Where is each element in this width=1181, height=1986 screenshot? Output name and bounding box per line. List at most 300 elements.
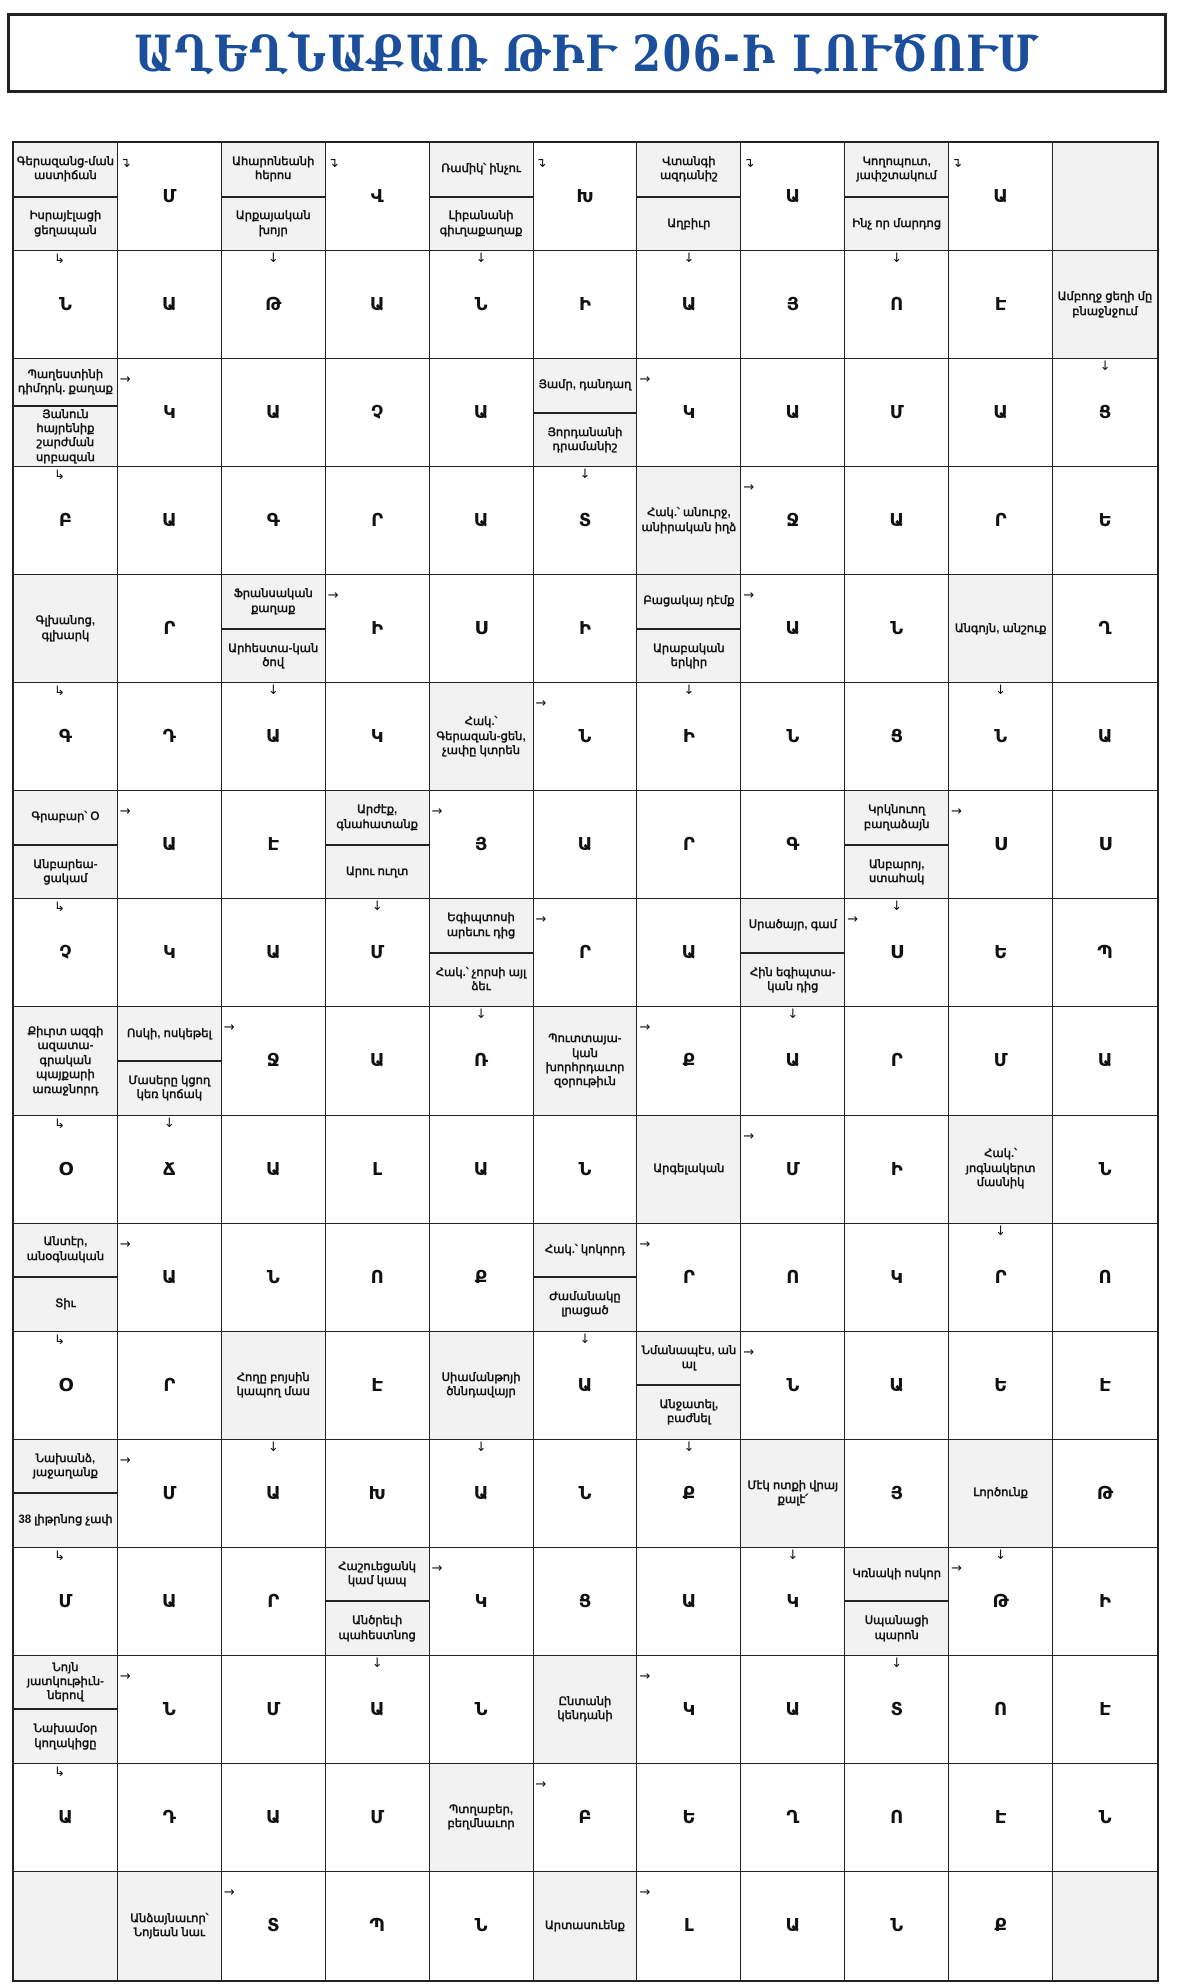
letter-cell[interactable] (222, 467, 326, 575)
letter-cell[interactable] (222, 1656, 326, 1764)
answer-letter: Ն (890, 618, 904, 640)
letter-cell[interactable] (534, 683, 638, 791)
clue-cell (14, 791, 118, 899)
letter-cell[interactable] (637, 791, 741, 899)
letter-cell[interactable] (118, 1548, 222, 1656)
letter-cell[interactable] (637, 1764, 741, 1872)
arrow-right-icon: → (327, 588, 339, 604)
letter-cell[interactable] (326, 1332, 430, 1440)
answer-letter: Է (1099, 1698, 1111, 1720)
letter-cell[interactable] (118, 791, 222, 899)
letter-cell[interactable] (741, 251, 845, 359)
answer-letter: Ն (1098, 1806, 1112, 1828)
clue-text: Յամր, դանդաղ (538, 379, 632, 392)
letter-cell[interactable] (430, 251, 534, 359)
letter-cell[interactable] (222, 1007, 326, 1115)
letter-cell[interactable] (534, 575, 638, 683)
letter-cell[interactable] (637, 683, 741, 791)
answer-letter: Ր (682, 1266, 695, 1288)
answer-letter: Ո (786, 1266, 800, 1288)
page-title: ԱՂԵՂՆԱՔԱՌ ԹԻՒ 206-Ի ԼՈՒԾՈՒՄ (134, 23, 1040, 83)
letter-cell[interactable] (430, 791, 534, 899)
arrow-bend-right-icon: ↳ (54, 1332, 65, 1348)
clue-cell (741, 1440, 845, 1548)
clue-text: Կողոպուտ, յափշտակում (856, 155, 937, 183)
arrow-down-icon: ↓ (371, 899, 383, 915)
letter-cell[interactable] (1053, 1548, 1157, 1656)
letter-cell[interactable] (1053, 791, 1157, 899)
answer-letter: Ն (578, 1158, 592, 1180)
arrow-down-icon: ↓ (683, 683, 695, 699)
letter-cell[interactable] (949, 791, 1053, 899)
letter-cell[interactable] (534, 143, 638, 251)
letter-cell[interactable] (326, 1872, 430, 1980)
letter-cell[interactable] (118, 467, 222, 575)
answer-letter: Ա (785, 618, 801, 640)
letter-cell[interactable] (845, 251, 949, 359)
letter-cell[interactable] (118, 575, 222, 683)
arrow-right-icon: → (535, 696, 547, 712)
answer-letter: Ա (265, 942, 281, 964)
letter-cell[interactable] (326, 467, 430, 575)
arrow-right-icon: → (119, 804, 131, 820)
letter-cell[interactable] (949, 359, 1053, 467)
blank-cell (1053, 1872, 1157, 1980)
letter-cell[interactable] (534, 1332, 638, 1440)
letter-cell[interactable] (845, 467, 949, 575)
clue-cell (14, 143, 118, 251)
answer-letter: Է (994, 294, 1007, 316)
letter-cell[interactable] (845, 1440, 949, 1548)
letter-cell[interactable] (222, 1224, 326, 1332)
letter-cell[interactable] (741, 1548, 845, 1656)
clue-text: Բացակայ դէմք (643, 595, 735, 608)
letter-cell[interactable] (637, 251, 741, 359)
arrow-bend-down-icon: ↴ (743, 156, 755, 171)
letter-cell[interactable] (430, 1116, 534, 1224)
letter-cell[interactable] (118, 1116, 222, 1224)
letter-cell[interactable] (430, 467, 534, 575)
clue-text: Մասերը կցող կեռ կոճակ (118, 1060, 221, 1115)
letter-cell[interactable] (118, 1440, 222, 1548)
letter-cell[interactable] (430, 1548, 534, 1656)
letter-cell[interactable] (326, 359, 430, 467)
letter-cell[interactable] (637, 899, 741, 1007)
letter-cell[interactable] (326, 899, 430, 1007)
clue-text: Տիւ (14, 1276, 117, 1331)
clue-text: Արու ուղտ (326, 844, 429, 899)
letter-cell[interactable] (534, 1440, 638, 1548)
letter-cell[interactable] (222, 1116, 326, 1224)
answer-letter: Է (994, 1806, 1007, 1828)
clue-text: Մէկ ոտքի վրայ քալէ՛ (747, 1479, 839, 1507)
arrow-right-icon: → (951, 1560, 963, 1576)
clue-cell (637, 575, 741, 683)
letter-cell[interactable] (845, 1656, 949, 1764)
answer-letter: Ր (994, 1266, 1007, 1288)
letter-cell[interactable] (845, 1764, 949, 1872)
letter-cell[interactable] (741, 1656, 845, 1764)
arrow-down-icon: ↓ (267, 683, 279, 699)
letter-cell[interactable] (949, 899, 1053, 1007)
clue-text: Անբարեա-ցակամ (14, 844, 117, 899)
letter-cell[interactable] (637, 359, 741, 467)
clue-text: Պուտտայա-կան խորհրդաւոր զօրութիւն (545, 1033, 625, 1089)
letter-cell[interactable] (222, 359, 326, 467)
arrow-down-icon: ↓ (995, 1223, 1007, 1239)
letter-cell[interactable] (326, 1224, 430, 1332)
answer-letter: Ա (1097, 1050, 1113, 1072)
letter-cell[interactable] (845, 1332, 949, 1440)
letter-cell[interactable] (741, 467, 845, 575)
letter-cell[interactable] (949, 1224, 1053, 1332)
answer-letter: Ր (267, 1590, 280, 1612)
letter-cell[interactable] (845, 1116, 949, 1224)
arrow-bend-down-icon: ↴ (119, 156, 131, 171)
letter-cell[interactable] (741, 791, 845, 899)
answer-letter: Բ (578, 1806, 592, 1828)
answer-letter: Ղ (1098, 618, 1112, 640)
letter-cell[interactable] (949, 1872, 1053, 1980)
clue-text: Նմանապէս, ան ալ (641, 1344, 737, 1371)
letter-cell[interactable] (430, 1656, 534, 1764)
letter-cell[interactable] (326, 1116, 430, 1224)
letter-cell[interactable] (637, 1007, 741, 1115)
arrow-bend-right-icon: ↳ (54, 900, 65, 916)
letter-cell[interactable] (14, 899, 118, 1007)
clue-text: Յորդանանի դրամանիշ (534, 412, 637, 467)
letter-cell[interactable] (741, 1872, 845, 1980)
arrow-right-icon: → (743, 588, 755, 604)
clue-cell (326, 791, 430, 899)
letter-cell[interactable] (534, 1548, 638, 1656)
answer-letter: Ա (681, 294, 697, 316)
answer-letter: Ո (1098, 1266, 1112, 1288)
answer-letter: Յ (890, 1482, 903, 1504)
letter-cell[interactable] (1053, 1764, 1157, 1872)
clue-cell (14, 1656, 118, 1764)
answer-letter: Տ (890, 1698, 903, 1720)
answer-letter: Ն (786, 726, 800, 748)
answer-letter: Ի (682, 726, 695, 748)
answer-letter: Ի (1099, 1590, 1112, 1612)
letter-cell[interactable] (326, 1440, 430, 1548)
letter-cell[interactable] (637, 1548, 741, 1656)
arrow-down-icon: ↓ (891, 899, 903, 915)
answer-letter: Կ (786, 1590, 800, 1612)
answer-letter: Ն (474, 1915, 488, 1937)
letter-cell[interactable] (222, 1764, 326, 1872)
answer-letter: Ա (473, 1158, 489, 1180)
answer-letter: Ա (785, 402, 801, 424)
letter-cell[interactable] (741, 1116, 845, 1224)
title-banner (7, 13, 1167, 93)
letter-cell[interactable] (1053, 1656, 1157, 1764)
clue-text: Գերազանց-ման աստիճան (16, 155, 115, 183)
letter-cell[interactable] (949, 1332, 1053, 1440)
answer-letter: Ե (682, 1806, 696, 1828)
letter-cell[interactable] (949, 1548, 1053, 1656)
letter-cell[interactable] (949, 143, 1053, 251)
letter-cell[interactable] (637, 1656, 741, 1764)
letter-cell[interactable] (741, 1224, 845, 1332)
letter-cell[interactable] (430, 1224, 534, 1332)
answer-letter: Ք (474, 1266, 488, 1288)
letter-cell[interactable] (430, 1440, 534, 1548)
answer-letter: Դ (162, 726, 176, 748)
answer-letter: Ա (889, 510, 905, 532)
letter-cell[interactable] (1053, 467, 1157, 575)
arrow-right-icon: → (639, 372, 651, 388)
clue-text: Նախամօր կողակիցը (14, 1708, 117, 1763)
answer-letter: Դ (162, 1806, 176, 1828)
letter-cell[interactable] (430, 1872, 534, 1980)
clue-cell (637, 143, 741, 251)
arrow-down-icon: ↓ (163, 1115, 175, 1131)
letter-cell[interactable] (222, 899, 326, 1007)
clue-text: Արքայական խոյր (222, 196, 325, 251)
letter-cell[interactable] (1053, 1007, 1157, 1115)
letter-cell[interactable] (534, 1116, 638, 1224)
clue-text: Հողը բոյսին կապող մաս (236, 1371, 310, 1399)
letter-cell[interactable] (326, 251, 430, 359)
arrow-down-icon: ↓ (995, 683, 1007, 699)
answer-letter: Տ (578, 510, 592, 532)
letter-cell[interactable] (326, 1007, 430, 1115)
letter-cell[interactable] (14, 467, 118, 575)
answer-letter: Ց (578, 1590, 592, 1612)
clue-text: Անբարոյ, ստահակ (845, 844, 948, 899)
answer-letter: Ս (474, 618, 488, 640)
answer-letter: Ա (265, 402, 281, 424)
letter-cell[interactable] (1053, 899, 1157, 1007)
letter-cell[interactable] (430, 359, 534, 467)
letter-cell[interactable] (14, 251, 118, 359)
clue-text: Ինչ որ մարդոց (845, 196, 948, 251)
clue-text: Հաշուեցանկ կամ կապ (338, 1560, 417, 1588)
letter-cell[interactable] (222, 1548, 326, 1656)
letter-cell[interactable] (845, 359, 949, 467)
letter-cell[interactable] (118, 359, 222, 467)
arrow-right-icon: → (119, 1668, 131, 1684)
letter-cell[interactable] (14, 683, 118, 791)
arrow-down-icon: ↓ (683, 1439, 695, 1455)
answer-letter: Գ (786, 834, 800, 856)
letter-cell[interactable] (637, 1224, 741, 1332)
clue-text: Իսրայէլացի ցեղապան (14, 196, 117, 251)
clue-text: Հակ.՝ Գերազան-ցեն, չափը կտրեն (436, 716, 526, 757)
letter-cell[interactable] (741, 143, 845, 251)
arrow-bend-right-icon: ↳ (54, 252, 65, 268)
letter-cell[interactable] (222, 683, 326, 791)
letter-cell[interactable] (326, 575, 430, 683)
letter-cell[interactable] (118, 251, 222, 359)
letter-cell[interactable] (1053, 1440, 1157, 1548)
answer-letter: Ջ (266, 1050, 280, 1072)
letter-cell[interactable] (949, 251, 1053, 359)
clue-text: Ռամիկ՝ ինչու (441, 163, 521, 176)
clue-cell (118, 1007, 222, 1115)
letter-cell[interactable] (741, 575, 845, 683)
clue-text: Կռնակի ոսկոր (852, 1567, 942, 1580)
letter-cell[interactable] (949, 1656, 1053, 1764)
clue-cell (326, 1548, 430, 1656)
clue-text: Ժամանակը լրացած (534, 1276, 637, 1331)
answer-letter: Ի (579, 294, 591, 316)
answer-letter: Ր (682, 834, 695, 856)
answer-letter: Ր (163, 1374, 176, 1396)
arrow-right-icon: → (639, 1236, 651, 1252)
answer-letter: Ե (994, 942, 1008, 964)
arrow-down-icon: ↓ (683, 251, 695, 267)
answer-letter: Ե (994, 1374, 1008, 1396)
arrow-down-icon: ↓ (267, 251, 279, 267)
letter-cell[interactable] (430, 1007, 534, 1115)
letter-cell[interactable] (222, 1872, 326, 1980)
clue-cell (430, 1332, 534, 1440)
answer-letter: Մ (785, 1158, 800, 1180)
letter-cell[interactable] (845, 1872, 949, 1980)
letter-cell[interactable] (949, 1007, 1053, 1115)
answer-letter: Է (371, 1374, 384, 1396)
answer-letter: Ա (473, 402, 489, 424)
answer-letter: Կ (682, 1698, 696, 1720)
letter-cell[interactable] (326, 1656, 430, 1764)
letter-cell[interactable] (14, 1548, 118, 1656)
letter-cell[interactable] (741, 1332, 845, 1440)
letter-cell[interactable] (222, 251, 326, 359)
answer-letter: Օ (58, 1374, 73, 1396)
letter-cell[interactable] (222, 1440, 326, 1548)
letter-cell[interactable] (118, 1224, 222, 1332)
answer-letter: Վ (370, 186, 384, 208)
clue-cell (845, 143, 949, 251)
letter-cell[interactable] (534, 899, 638, 1007)
letter-cell[interactable] (845, 1007, 949, 1115)
answer-letter: Կ (162, 942, 176, 964)
letter-cell[interactable] (118, 899, 222, 1007)
letter-cell[interactable] (534, 251, 638, 359)
letter-cell[interactable] (222, 791, 326, 899)
letter-cell[interactable] (1053, 1332, 1157, 1440)
answer-letter: Ք (682, 1482, 696, 1504)
arrow-bend-right-icon: ↳ (54, 1116, 65, 1132)
letter-cell[interactable] (118, 1332, 222, 1440)
letter-cell[interactable] (118, 683, 222, 791)
arrow-right-icon: → (639, 1668, 651, 1684)
answer-letter: Ք (994, 1915, 1007, 1937)
answer-letter: Տ (267, 1915, 280, 1937)
letter-cell[interactable] (118, 1656, 222, 1764)
answer-letter: Ա (577, 834, 593, 856)
letter-cell[interactable] (118, 143, 222, 251)
blank-cell (14, 1872, 118, 1980)
letter-cell[interactable] (430, 575, 534, 683)
clue-text: 38 լիթրնոց չափ (14, 1492, 117, 1547)
letter-cell[interactable] (14, 1332, 118, 1440)
arrow-down-icon: ↓ (371, 1655, 383, 1671)
letter-cell[interactable] (1053, 1224, 1157, 1332)
clue-cell (845, 791, 949, 899)
letter-cell[interactable] (326, 1764, 430, 1872)
answer-letter: Թ (1096, 1482, 1114, 1504)
answer-letter: Կ (890, 1266, 904, 1288)
letter-cell[interactable] (741, 1764, 845, 1872)
letter-cell[interactable] (326, 683, 430, 791)
answer-letter: Կ (370, 726, 384, 748)
clue-text: Անգոյն, անշուք (954, 622, 1047, 635)
arrow-down-icon: ↓ (1099, 359, 1111, 375)
answer-letter: Ա (785, 1050, 801, 1072)
letter-cell[interactable] (949, 467, 1053, 575)
letter-cell[interactable] (534, 791, 638, 899)
answer-letter: Ա (785, 1698, 801, 1720)
letter-cell[interactable] (741, 1007, 845, 1115)
clue-text: Հակ.՝ կոկորդ (545, 1243, 625, 1256)
letter-cell[interactable] (845, 899, 949, 1007)
answer-letter: Ն (266, 1266, 280, 1288)
letter-cell[interactable] (1053, 359, 1157, 467)
answer-letter: Ր (163, 618, 176, 640)
letter-cell[interactable] (1053, 1116, 1157, 1224)
answer-letter: Բ (58, 510, 73, 532)
answer-letter: Ճ (163, 1158, 176, 1180)
letter-cell[interactable] (1053, 575, 1157, 683)
answer-letter: Ս (994, 834, 1008, 856)
clue-text: Սպանացի պարոն (845, 1600, 948, 1655)
answer-letter: Պ (369, 1915, 385, 1937)
letter-cell[interactable] (845, 575, 949, 683)
answer-letter: Գ (266, 510, 280, 532)
letter-cell[interactable] (637, 1440, 741, 1548)
letter-cell[interactable] (14, 1764, 118, 1872)
answer-letter: Մ (162, 186, 177, 208)
letter-cell[interactable] (949, 683, 1053, 791)
letter-cell[interactable] (326, 143, 430, 251)
letter-cell[interactable] (118, 1764, 222, 1872)
answer-letter: Ո (370, 1266, 384, 1288)
arrow-down-icon: ↓ (267, 1439, 279, 1455)
arrow-right-icon: → (743, 1344, 755, 1360)
letter-cell[interactable] (534, 467, 638, 575)
arrow-down-icon: ↓ (787, 1007, 799, 1023)
letter-cell[interactable] (845, 683, 949, 791)
answer-letter: Ք (682, 1050, 696, 1072)
letter-cell[interactable] (741, 683, 845, 791)
arrow-right-icon: → (951, 804, 963, 820)
letter-cell[interactable] (949, 1764, 1053, 1872)
clue-text: Ընտանի կենդանի (557, 1695, 613, 1723)
letter-cell[interactable] (845, 1224, 949, 1332)
letter-cell[interactable] (14, 1116, 118, 1224)
clue-text: Եգիպտոսի արեւու դից (446, 912, 516, 939)
arrow-bend-right-icon: ↳ (54, 684, 65, 700)
answer-letter: Ա (369, 294, 385, 316)
letter-cell[interactable] (741, 359, 845, 467)
arrow-down-icon: ↓ (579, 467, 591, 483)
answer-letter: Ր (371, 510, 384, 532)
letter-cell[interactable] (1053, 683, 1157, 791)
clue-cell (430, 899, 534, 1007)
clue-text: Ֆրանսական քաղաք (233, 588, 313, 615)
answer-letter: Ա (681, 1590, 697, 1612)
clue-cell (222, 1332, 326, 1440)
letter-cell[interactable] (534, 1764, 638, 1872)
arrow-right-icon: → (535, 1776, 547, 1792)
answer-letter: Մ (162, 1482, 177, 1504)
letter-cell[interactable] (637, 1872, 741, 1980)
answer-letter: Ա (369, 1698, 385, 1720)
